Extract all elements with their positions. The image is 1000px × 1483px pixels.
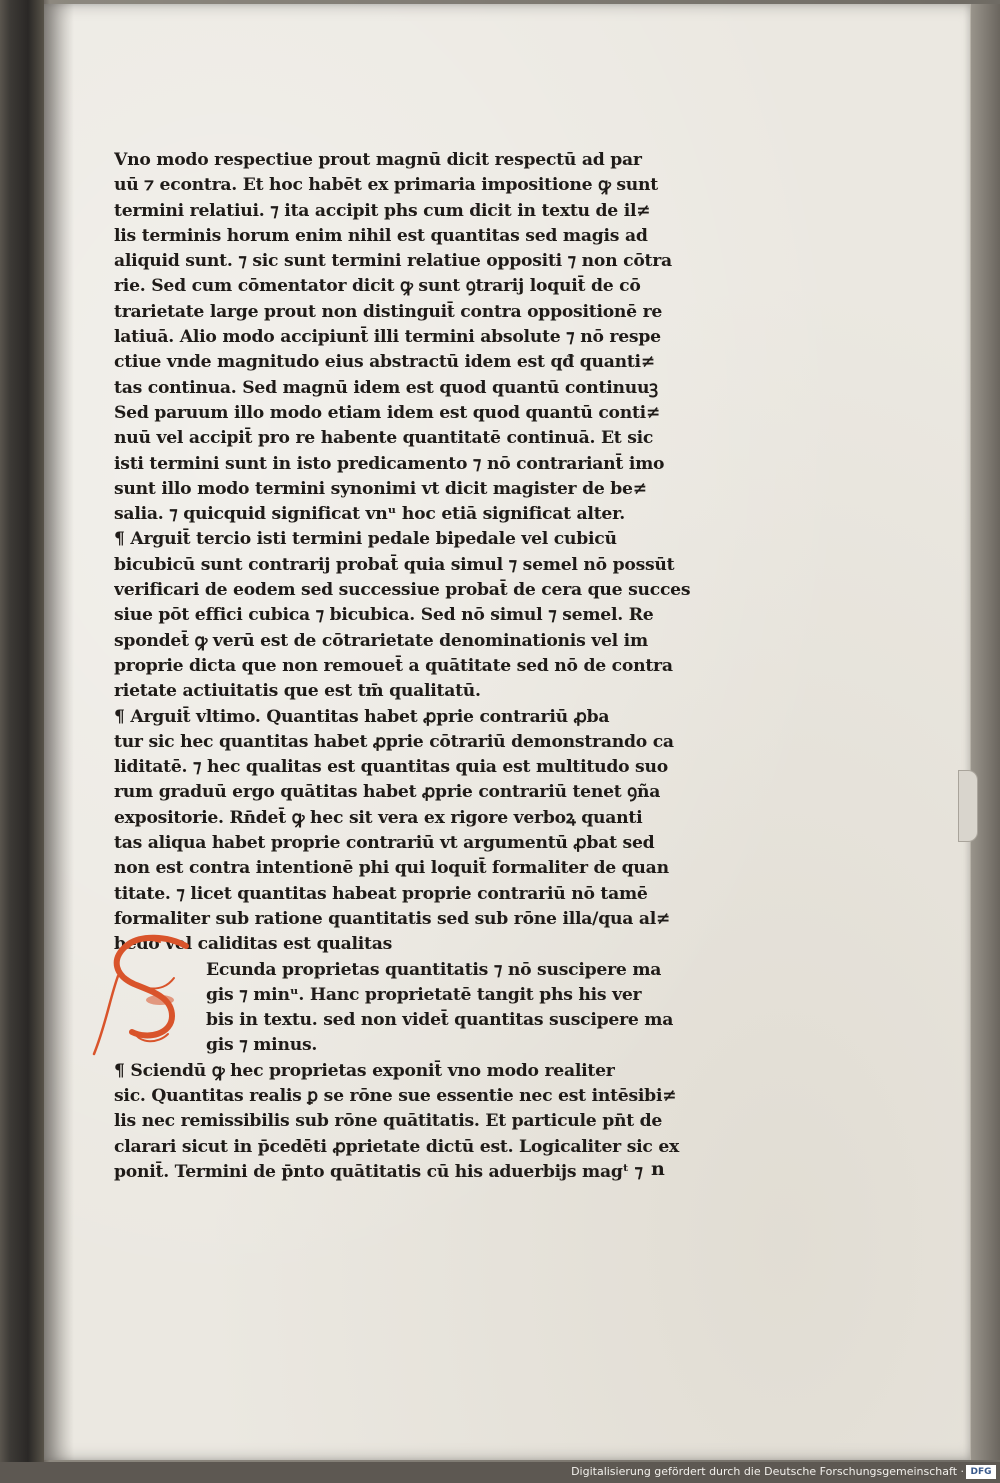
text-line: sic. Quantitas realis ꝑ se rōne sue essentie nec est intēsibi≠ [114,1085,677,1106]
text-line: clarari sicut in p̄cedēti ꝓprietate dictū est. Logicaliter sic ex [114,1136,680,1157]
text-line: tas aliqua habet proprie contrariū vt argumentū ꝓbat sed [114,833,655,854]
text-line: uū ⁊ econtra. Et hoc habēt ex primaria impositione ꝙ sunt [114,175,658,196]
text-line: rum graduū ergo quātitas habet ꝓprie contrariū tenet ꝯña [114,782,661,803]
text-line: rie. Sed cum cōmentator dicit ꝙ sunt ꝯtrarij loquit̄ de cō [114,276,641,297]
text-line: tur sic hec quantitas habet ꝓprie cōtrariū demonstrando ca [114,731,674,752]
text-line: ctiue vnde magnitudo eius abstractū idem est qđ quanti≠ [114,352,655,373]
text-line: expositorie. Rn̄det̄ ꝙ hec sit vera ex rigore verboꝝ quanti [114,807,643,828]
text-line: proprie dicta que non remouet̄ a quātitate sed nō de contra [114,655,673,676]
text-line: non est contra intentionē phi qui loquit̄ formaliter de quan [114,858,669,879]
text-line: bedo vel caliditas est qualitas [114,934,393,955]
text-line: siue pōt effici cubica ⁊ bicubica. Sed nō simul ⁊ semel. Re [114,605,654,626]
text-line: titate. ⁊ licet quantitas habeat proprie contrariū nō tamē [114,883,648,904]
text-line: tas continua. Sed magnū idem est quod quantū continuuꝫ [114,377,658,398]
text-line: formaliter sub ratione quantitatis sed sub rōne illa/qua al≠ [114,908,671,929]
text-line: latiuā. Alio modo accipiunt̄ illi termini absolute ⁊ nō respe [114,327,661,348]
text-line: Vno modo respectiue prout magnū dicit respectū ad par [114,150,642,170]
book-binding-edge [0,0,44,1462]
text-line: rietate actiuitatis que est tm̄ qualitatū. [114,681,481,702]
text-line: aliquid sunt. ⁊ sic sunt termini relatiue oppositi ⁊ non cōtra [114,251,672,272]
text-line: lis nec remissibilis sub rōne quātitatis. Et particule pn̄t de [114,1111,663,1132]
page-gutter-shadow [44,4,74,1460]
text-line: Ecunda proprietas quantitatis ⁊ nō suscipere ma [206,959,662,980]
page-tab-mark [958,770,978,842]
text-line: gis ⁊ minᵘ. Hanc proprietatē tangit phs his ver [206,984,642,1005]
signature-mark: n [651,1158,665,1180]
text-line: bicubicū sunt contrarij probat̄ quia simul ⁊ semel nō possūt [114,554,675,575]
text-line: ¶ Arguit̄ tercio isti termini pedale bipedale vel cubicū [114,529,617,550]
text-line: termini relatiui. ⁊ ita accipit phs cum dicit in textu de il≠ [114,200,651,221]
text-line: liditatē. ⁊ hec qualitas est quantitas quia est multitudo suo [114,757,668,778]
book-right-edge [970,4,1000,1460]
digitization-credit: Digitalisierung gefördert durch die Deutsche Forschungsgemeinschaft · [571,1465,964,1478]
text-line: nuū vel accipit̄ pro re habente quantitatē continuā. Et sic [114,428,654,449]
text-line: ¶ Arguit̄ vltimo. Quantitas habet ꝓprie contrariū ꝓba [114,706,610,727]
footer-bar [0,1462,1000,1483]
page-text [114,148,714,1185]
decorated-initial-s [88,928,192,1068]
text-line: ¶ Sciendū ꝙ hec proprietas exponit̄ vno modo realiter [114,1060,615,1081]
text-line: salia. ⁊ quicquid significat vnᵘ hoc etiā significat alter. [114,504,626,525]
text-line: lis terminis horum enim nihil est quantitas sed magis ad [114,225,648,246]
dfg-logo: DFG [966,1465,996,1479]
text-line: spondet̄ ꝙ verū est de cōtrarietate denominationis vel im [114,630,648,651]
text-line: trarietate large prout non distinguit̄ contra oppositionē re [114,301,663,322]
text-line: ponit̄. Termini de p̄nto quātitatis cū his aduerbijs magᵗ ⁊ [114,1161,643,1182]
text-line: isti termini sunt in isto predicamento ⁊ nō contrariant̄ imo [114,453,665,474]
text-line: gis ⁊ minus. [206,1035,318,1056]
text-line: bis in textu. sed non videt̄ quantitas suscipere ma [206,1010,674,1031]
text-line: Sed paruum illo modo etiam idem est quod quantū conti≠ [114,402,661,423]
text-line: sunt illo modo termini synonimi vt dicit magister de be≠ [114,478,647,499]
text-line: verificari de eodem sed successiue probat̄ de cera que succes [114,580,691,601]
